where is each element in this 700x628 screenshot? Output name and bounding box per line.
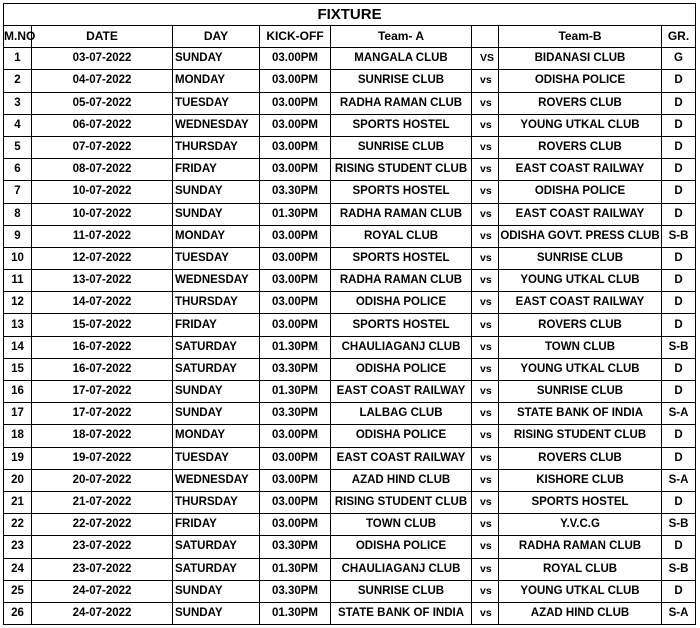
versus-cell: vs — [472, 203, 499, 225]
versus-cell: vs — [472, 314, 499, 336]
day-cell: THURSDAY — [173, 491, 260, 513]
date-cell: 22-07-2022 — [32, 514, 173, 536]
day-cell: FRIDAY — [173, 159, 260, 181]
team-b-cell: AZAD HIND CLUB — [499, 602, 662, 624]
group-cell: D — [662, 92, 696, 114]
table-row — [4, 580, 696, 602]
day-cell: THURSDAY — [173, 292, 260, 314]
date-cell: 16-07-2022 — [32, 358, 173, 380]
day-cell: THURSDAY — [173, 136, 260, 158]
day-cell: SUNDAY — [173, 48, 260, 70]
team-a-cell: SUNRISE CLUB — [331, 580, 472, 602]
group-cell: D — [662, 447, 696, 469]
kickoff-cell: 03.00PM — [260, 70, 331, 92]
team-b-cell: SUNRISE CLUB — [499, 381, 662, 403]
day-cell: WEDNESDAY — [173, 270, 260, 292]
versus-cell: vs — [472, 247, 499, 269]
day-cell: MONDAY — [173, 225, 260, 247]
kickoff-cell: 01.30PM — [260, 381, 331, 403]
date-cell: 07-07-2022 — [32, 136, 173, 158]
match-number-cell: 13 — [4, 314, 32, 336]
team-a-cell: ODISHA POLICE — [331, 358, 472, 380]
team-a-cell: RADHA RAMAN CLUB — [331, 270, 472, 292]
match-number-cell: 16 — [4, 381, 32, 403]
group-cell: D — [662, 580, 696, 602]
kickoff-cell: 03.00PM — [260, 447, 331, 469]
match-number-cell: 23 — [4, 536, 32, 558]
group-cell: S-B — [662, 514, 696, 536]
date-cell: 15-07-2022 — [32, 314, 173, 336]
table-row — [4, 314, 696, 336]
fixture-table — [3, 3, 696, 625]
header-row — [4, 26, 696, 48]
group-cell: S-B — [662, 336, 696, 358]
table-row — [4, 270, 696, 292]
date-cell: 10-07-2022 — [32, 181, 173, 203]
kickoff-cell: 01.30PM — [260, 203, 331, 225]
day-cell: SATURDAY — [173, 558, 260, 580]
day-cell: SUNDAY — [173, 403, 260, 425]
versus-cell: vs — [472, 469, 499, 491]
group-cell: D — [662, 181, 696, 203]
date-cell: 05-07-2022 — [32, 92, 173, 114]
table-row — [4, 225, 696, 247]
match-number-cell: 5 — [4, 136, 32, 158]
match-number-cell: 15 — [4, 358, 32, 380]
table-title: FIXTURE — [4, 4, 696, 26]
group-cell: D — [662, 114, 696, 136]
team-a-cell: ODISHA POLICE — [331, 292, 472, 314]
header-team-b: Team-B — [499, 26, 662, 48]
team-a-cell: EAST COAST RAILWAY — [331, 447, 472, 469]
team-b-cell: EAST COAST RAILWAY — [499, 159, 662, 181]
match-number-cell: 3 — [4, 92, 32, 114]
date-cell: 24-07-2022 — [32, 580, 173, 602]
header-date: DATE — [32, 26, 173, 48]
team-b-cell: ROVERS CLUB — [499, 136, 662, 158]
table-row — [4, 136, 696, 158]
day-cell: FRIDAY — [173, 514, 260, 536]
match-number-cell: 2 — [4, 70, 32, 92]
group-cell: D — [662, 136, 696, 158]
kickoff-cell: 01.30PM — [260, 558, 331, 580]
date-cell: 16-07-2022 — [32, 336, 173, 358]
day-cell: SATURDAY — [173, 336, 260, 358]
day-cell: SUNDAY — [173, 580, 260, 602]
team-b-cell: EAST COAST RAILWAY — [499, 203, 662, 225]
team-a-cell: AZAD HIND CLUB — [331, 469, 472, 491]
group-cell: D — [662, 247, 696, 269]
table-row — [4, 558, 696, 580]
kickoff-cell: 03.00PM — [260, 92, 331, 114]
team-b-cell: TOWN CLUB — [499, 336, 662, 358]
day-cell: TUESDAY — [173, 247, 260, 269]
day-cell: SUNDAY — [173, 181, 260, 203]
header-day: DAY — [173, 26, 260, 48]
team-a-cell: LALBAG CLUB — [331, 403, 472, 425]
table-row — [4, 92, 696, 114]
day-cell: TUESDAY — [173, 447, 260, 469]
team-b-cell: EAST COAST RAILWAY — [499, 292, 662, 314]
table-row — [4, 469, 696, 491]
table-row — [4, 181, 696, 203]
date-cell: 03-07-2022 — [32, 48, 173, 70]
group-cell: G — [662, 48, 696, 70]
day-cell: MONDAY — [173, 425, 260, 447]
match-number-cell: 6 — [4, 159, 32, 181]
team-b-cell: Y.V.C.G — [499, 514, 662, 536]
day-cell: SUNDAY — [173, 203, 260, 225]
group-cell: S-B — [662, 225, 696, 247]
date-cell: 08-07-2022 — [32, 159, 173, 181]
team-b-cell: STATE BANK OF INDIA — [499, 403, 662, 425]
match-number-cell: 24 — [4, 558, 32, 580]
team-a-cell: SPORTS HOSTEL — [331, 247, 472, 269]
team-b-cell: ROVERS CLUB — [499, 92, 662, 114]
group-cell: S-A — [662, 602, 696, 624]
day-cell: SATURDAY — [173, 536, 260, 558]
versus-cell: vs — [472, 336, 499, 358]
day-cell: SUNDAY — [173, 381, 260, 403]
team-b-cell: YOUNG UTKAL CLUB — [499, 580, 662, 602]
versus-cell: VS — [472, 48, 499, 70]
fixture-sheet — [3, 3, 695, 625]
versus-cell: vs — [472, 558, 499, 580]
team-b-cell: ROVERS CLUB — [499, 447, 662, 469]
team-a-cell: RISING STUDENT CLUB — [331, 159, 472, 181]
date-cell: 14-07-2022 — [32, 292, 173, 314]
kickoff-cell: 03.30PM — [260, 358, 331, 380]
team-a-cell: TOWN CLUB — [331, 514, 472, 536]
header-group: GR. — [662, 26, 696, 48]
table-row — [4, 447, 696, 469]
team-b-cell: ROVERS CLUB — [499, 314, 662, 336]
team-a-cell: CHAULIAGANJ CLUB — [331, 336, 472, 358]
kickoff-cell: 03.00PM — [260, 225, 331, 247]
match-number-cell: 18 — [4, 425, 32, 447]
group-cell: D — [662, 292, 696, 314]
day-cell: WEDNESDAY — [173, 114, 260, 136]
versus-cell: vs — [472, 358, 499, 380]
table-row — [4, 491, 696, 513]
header-vs — [472, 26, 499, 48]
table-row — [4, 358, 696, 380]
group-cell: D — [662, 159, 696, 181]
team-a-cell: EAST COAST RAILWAY — [331, 381, 472, 403]
table-row — [4, 336, 696, 358]
kickoff-cell: 03.00PM — [260, 114, 331, 136]
kickoff-cell: 03.00PM — [260, 314, 331, 336]
date-cell: 12-07-2022 — [32, 247, 173, 269]
kickoff-cell: 03.30PM — [260, 536, 331, 558]
group-cell: D — [662, 381, 696, 403]
date-cell: 23-07-2022 — [32, 536, 173, 558]
team-a-cell: RADHA RAMAN CLUB — [331, 203, 472, 225]
team-b-cell: SUNRISE CLUB — [499, 247, 662, 269]
kickoff-cell: 03.00PM — [260, 491, 331, 513]
day-cell: SATURDAY — [173, 358, 260, 380]
day-cell: FRIDAY — [173, 314, 260, 336]
table-row — [4, 203, 696, 225]
team-a-cell: SPORTS HOSTEL — [331, 314, 472, 336]
match-number-cell: 22 — [4, 514, 32, 536]
versus-cell: vs — [472, 536, 499, 558]
match-number-cell: 10 — [4, 247, 32, 269]
kickoff-cell: 03.30PM — [260, 181, 331, 203]
match-number-cell: 8 — [4, 203, 32, 225]
match-number-cell: 7 — [4, 181, 32, 203]
kickoff-cell: 03.00PM — [260, 469, 331, 491]
team-a-cell: ROYAL CLUB — [331, 225, 472, 247]
fixture-body — [4, 48, 696, 625]
group-cell: D — [662, 536, 696, 558]
team-b-cell: RISING STUDENT CLUB — [499, 425, 662, 447]
kickoff-cell: 03.00PM — [260, 136, 331, 158]
table-row — [4, 602, 696, 624]
versus-cell: vs — [472, 270, 499, 292]
versus-cell: vs — [472, 447, 499, 469]
match-number-cell: 19 — [4, 447, 32, 469]
team-a-cell: ODISHA POLICE — [331, 425, 472, 447]
team-b-cell: YOUNG UTKAL CLUB — [499, 358, 662, 380]
group-cell: D — [662, 358, 696, 380]
team-a-cell: RADHA RAMAN CLUB — [331, 92, 472, 114]
versus-cell: vs — [472, 514, 499, 536]
team-a-cell: MANGALA CLUB — [331, 48, 472, 70]
match-number-cell: 21 — [4, 491, 32, 513]
team-b-cell: ODISHA POLICE — [499, 70, 662, 92]
match-number-cell: 12 — [4, 292, 32, 314]
versus-cell: vs — [472, 70, 499, 92]
team-a-cell: ODISHA POLICE — [331, 536, 472, 558]
kickoff-cell: 03.00PM — [260, 159, 331, 181]
match-number-cell: 17 — [4, 403, 32, 425]
team-b-cell: BIDANASI CLUB — [499, 48, 662, 70]
team-a-cell: SPORTS HOSTEL — [331, 181, 472, 203]
date-cell: 21-07-2022 — [32, 491, 173, 513]
kickoff-cell: 01.30PM — [260, 336, 331, 358]
team-a-cell: RISING STUDENT CLUB — [331, 491, 472, 513]
team-a-cell: CHAULIAGANJ CLUB — [331, 558, 472, 580]
group-cell: D — [662, 491, 696, 513]
day-cell: TUESDAY — [173, 92, 260, 114]
date-cell: 10-07-2022 — [32, 203, 173, 225]
date-cell: 11-07-2022 — [32, 225, 173, 247]
team-b-cell: RADHA RAMAN CLUB — [499, 536, 662, 558]
versus-cell: vs — [472, 425, 499, 447]
team-a-cell: SUNRISE CLUB — [331, 136, 472, 158]
group-cell: D — [662, 314, 696, 336]
versus-cell: vs — [472, 92, 499, 114]
versus-cell: vs — [472, 403, 499, 425]
table-row — [4, 403, 696, 425]
team-b-cell: ODISHA GOVT. PRESS CLUB — [499, 225, 662, 247]
match-number-cell: 4 — [4, 114, 32, 136]
versus-cell: vs — [472, 225, 499, 247]
versus-cell: vs — [472, 491, 499, 513]
date-cell: 17-07-2022 — [32, 403, 173, 425]
table-row — [4, 159, 696, 181]
match-number-cell: 26 — [4, 602, 32, 624]
team-b-cell: SPORTS HOSTEL — [499, 491, 662, 513]
table-row — [4, 114, 696, 136]
kickoff-cell: 03.00PM — [260, 292, 331, 314]
versus-cell: vs — [472, 136, 499, 158]
versus-cell: vs — [472, 602, 499, 624]
date-cell: 20-07-2022 — [32, 469, 173, 491]
team-b-cell: YOUNG UTKAL CLUB — [499, 114, 662, 136]
match-number-cell: 11 — [4, 270, 32, 292]
team-b-cell: KISHORE CLUB — [499, 469, 662, 491]
table-row — [4, 48, 696, 70]
kickoff-cell: 03.00PM — [260, 247, 331, 269]
versus-cell: vs — [472, 181, 499, 203]
date-cell: 06-07-2022 — [32, 114, 173, 136]
kickoff-cell: 03.30PM — [260, 403, 331, 425]
kickoff-cell: 03.00PM — [260, 514, 331, 536]
header-team-a: Team- A — [331, 26, 472, 48]
team-b-cell: YOUNG UTKAL CLUB — [499, 270, 662, 292]
match-number-cell: 14 — [4, 336, 32, 358]
match-number-cell: 25 — [4, 580, 32, 602]
kickoff-cell: 03.00PM — [260, 48, 331, 70]
versus-cell: vs — [472, 159, 499, 181]
versus-cell: vs — [472, 381, 499, 403]
table-row — [4, 70, 696, 92]
team-a-cell: STATE BANK OF INDIA — [331, 602, 472, 624]
table-row — [4, 536, 696, 558]
header-mno: M.NO — [4, 26, 32, 48]
day-cell: WEDNESDAY — [173, 469, 260, 491]
group-cell: D — [662, 270, 696, 292]
team-a-cell: SUNRISE CLUB — [331, 70, 472, 92]
date-cell: 17-07-2022 — [32, 381, 173, 403]
header-kickoff: KICK-OFF — [260, 26, 331, 48]
group-cell: S-B — [662, 558, 696, 580]
kickoff-cell: 01.30PM — [260, 602, 331, 624]
day-cell: SUNDAY — [173, 602, 260, 624]
kickoff-cell: 03.00PM — [260, 425, 331, 447]
team-a-cell: SPORTS HOSTEL — [331, 114, 472, 136]
group-cell: D — [662, 425, 696, 447]
versus-cell: vs — [472, 580, 499, 602]
kickoff-cell: 03.00PM — [260, 270, 331, 292]
table-row — [4, 247, 696, 269]
table-row — [4, 292, 696, 314]
date-cell: 19-07-2022 — [32, 447, 173, 469]
group-cell: D — [662, 203, 696, 225]
day-cell: MONDAY — [173, 70, 260, 92]
table-row — [4, 381, 696, 403]
date-cell: 24-07-2022 — [32, 602, 173, 624]
versus-cell: vs — [472, 292, 499, 314]
team-b-cell: ODISHA POLICE — [499, 181, 662, 203]
kickoff-cell: 03.30PM — [260, 580, 331, 602]
team-b-cell: ROYAL CLUB — [499, 558, 662, 580]
table-row — [4, 425, 696, 447]
match-number-cell: 9 — [4, 225, 32, 247]
group-cell: D — [662, 70, 696, 92]
table-row — [4, 514, 696, 536]
date-cell: 04-07-2022 — [32, 70, 173, 92]
versus-cell: vs — [472, 114, 499, 136]
date-cell: 23-07-2022 — [32, 558, 173, 580]
match-number-cell: 1 — [4, 48, 32, 70]
group-cell: S-A — [662, 469, 696, 491]
match-number-cell: 20 — [4, 469, 32, 491]
date-cell: 13-07-2022 — [32, 270, 173, 292]
group-cell: S-A — [662, 403, 696, 425]
date-cell: 18-07-2022 — [32, 425, 173, 447]
